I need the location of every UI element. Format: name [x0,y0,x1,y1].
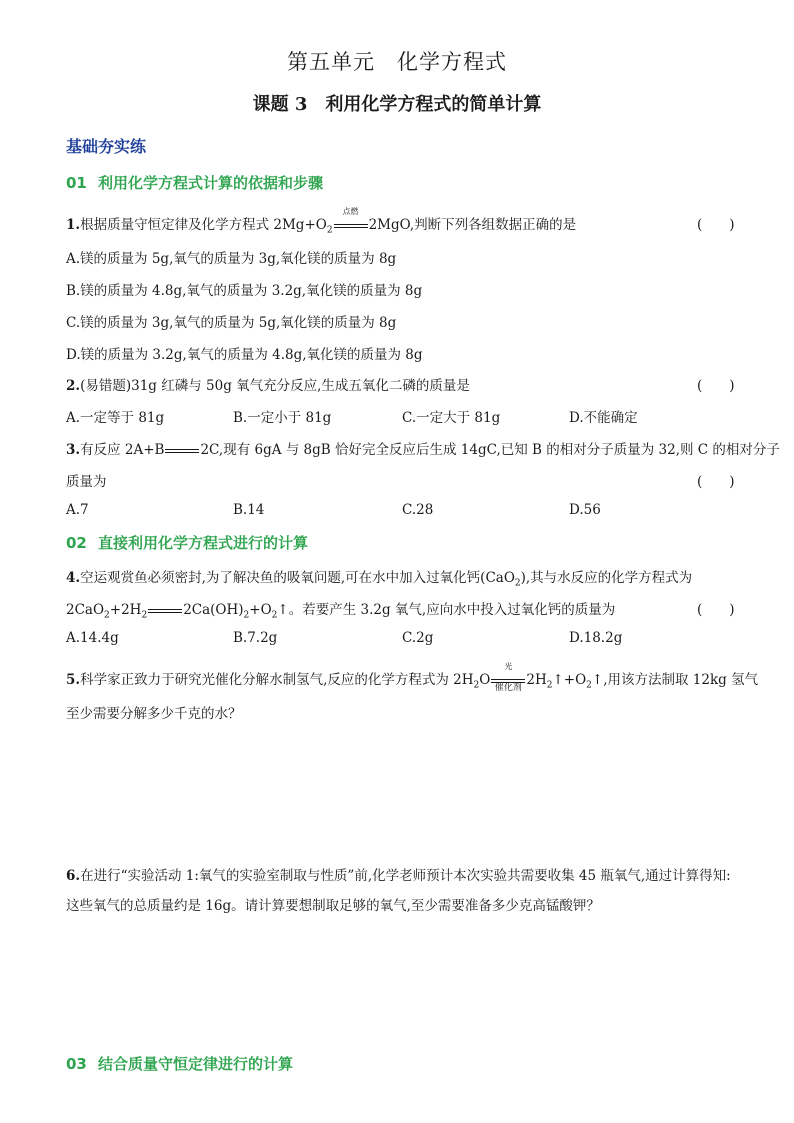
condition-label: 光 [504,662,513,671]
question-number: 1. [66,217,81,233]
condition-label: 点燃 [342,207,359,216]
question-5-cont: 至少需要分解多少千克的水？ [66,706,242,722]
equation-text: 2Ca(OH) [183,602,244,618]
question-number: 4. [66,570,81,586]
subscript: 2 [141,610,148,621]
question-2 [66,374,470,394]
question-text: ),其与水反应的化学方程式为 [520,570,693,586]
equation-text: +O [249,602,272,618]
subscript: 2 [473,680,480,691]
subsection-02 [66,532,308,553]
question-5 [66,662,759,693]
question-text: 科学家正致力于研究光催化分解水制氢气,反应的化学方程式为 2H [80,672,474,688]
question-text: 2C,现有 6gA 与 8gB 恰好完全反应后生成 14gC,已知 B 的相对分子质量为 32,则 C 的相对分子 [200,442,780,458]
equation-text: 2CaO [66,602,105,618]
question-text: 2MgO,判断下列各组数据正确的是 [368,217,577,233]
option-b: B.14 [233,502,265,518]
option-d: D.18.2g [569,630,623,646]
subsection-title: 利用化学方程式计算的依据和步骤 [98,174,324,192]
option-b: B.7.2g [233,630,278,646]
option-c: C.2g [402,630,434,646]
subscript: 2 [546,680,553,691]
subscript: 2 [271,610,278,621]
question-number: 6. [66,868,81,884]
equals-sign [148,609,182,613]
answer-paren: ( ) [697,378,735,394]
question-1 [66,207,577,236]
subsection-03 [66,1053,293,1074]
question-number: 3. [66,442,81,458]
subsection-title: 直接利用化学方程式进行的计算 [98,534,309,552]
question-3-cont: 质量为 [66,474,107,490]
catalyst-label: 催化剂 [494,683,522,693]
equation-text: O [479,672,491,688]
equation-text: +2H [109,602,142,618]
question-text: 在进行“实验活动 1:氧气的实验室制取与性质”前,化学老师预计本次实验共需要收集 45 瓶氧气,通过计算得知: [80,868,731,884]
lesson-title: 课题 3 利用化学方程式的简单计算 [252,94,542,115]
question-6 [66,864,731,884]
option-d: D.56 [569,502,601,518]
subscript: 2 [104,610,110,621]
option-c: C.28 [402,502,434,518]
option-a: A.14.4g [66,630,119,646]
question-3 [66,438,780,458]
option-b: B.镁的质量为 4.8g,氧气的质量为 3.2g,氧化镁的质量为 8g [66,283,423,299]
subsection-number: 01 [66,174,87,192]
option-a: A.镁的质量为 5g,氧气的质量为 3g,氧化镁的质量为 8g [66,251,397,267]
subscript: 2 [243,610,250,621]
subscript: 2 [326,225,333,236]
option-d: D.镁的质量为 3.2g,氧气的质量为 4.8g,氧化镁的质量为 8g [66,347,423,363]
question-text: (易错题)31g 红磷与 50g 氧气充分反应,生成五氧化二磷的质量是 [80,378,470,394]
reaction-condition [490,662,526,693]
answer-paren: ( ) [697,474,735,490]
question-6-cont: 这些氧气的总质量约是 16g。请计算要想制取足够的氧气,至少需要准备多少克高锰酸钾？ [66,898,600,914]
equals-sign [165,449,199,453]
option-c: C.镁的质量为 3g,氧气的质量为 5g,氧化镁的质量为 8g [66,315,397,331]
equation-text: 2H [526,672,547,688]
subsection-01 [66,172,323,193]
answer-paren: ( ) [697,217,735,233]
option-b: B.一定小于 81g [233,410,332,426]
answer-paren: ( ) [697,602,735,618]
option-a: A.一定等于 81g [66,410,165,426]
option-d: D.不能确定 [569,410,638,426]
equation-text: ↑+O [552,672,587,688]
option-c: C.一定大于 81g [402,410,501,426]
question-number: 5. [66,672,81,688]
equals-sign [334,224,368,228]
unit-title: 第五单元 化学方程式 [287,50,507,74]
subscript: 2 [514,578,521,589]
question-text: ↑。若要产生 3.2g 氧气,应向水中投入过氧化钙的质量为 [277,602,616,618]
subscript: 2 [586,680,592,691]
option-a: A.7 [66,502,89,518]
equals-sign [491,679,525,683]
question-text: ↑,用该方法制取 12kg 氢气 [591,672,759,688]
question-4 [66,566,692,589]
question-number: 2. [66,378,81,394]
question-text: 根据质量守恒定律及化学方程式 2Mg+O [80,217,327,233]
reaction-condition [333,207,369,233]
question-text: 空运观赏鱼必须密封,为了解决鱼的吸氧问题,可在水中加入过氧化钙(CaO [80,570,515,586]
question-text: 有反应 2A+B [80,442,165,458]
question-4-equation [66,598,615,621]
section-basics: 基础夯实练 [66,137,147,156]
subsection-number: 03 [66,1055,87,1073]
subsection-title: 结合质量守恒定律进行的计算 [98,1055,294,1073]
subsection-number: 02 [66,534,87,552]
